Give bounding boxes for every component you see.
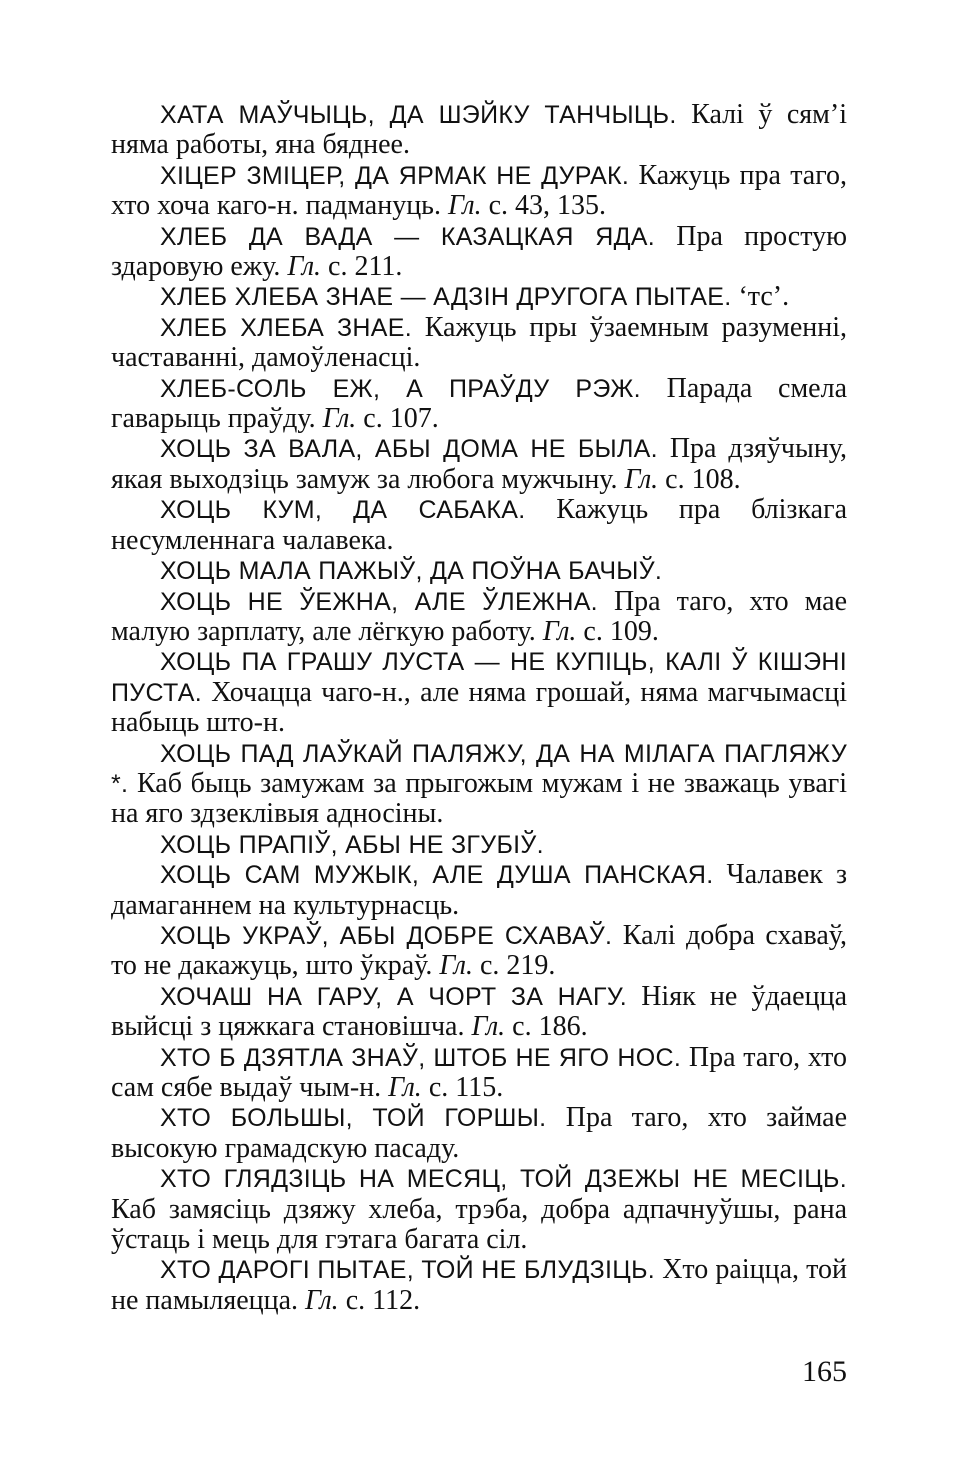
proverb-headword: ХОЦЬ КУМ, ДА САБАКА. <box>160 496 526 525</box>
proverb-headword: ХОЧАШ НА ГАРУ, А ЧОРТ ЗА НАГУ. <box>160 982 627 1011</box>
proverb-explanation: Пра дзяўчыну, якая выходзіць замуж за любога мужчыну. <box>111 433 847 495</box>
proverb-headword: ХТО Б ДЗЯТЛА ЗНАЎ, ШТОБ НЕ ЯГО НОС. <box>160 1043 682 1072</box>
page-reference: с. 219. <box>479 950 556 982</box>
proverb-entry <box>111 434 847 495</box>
page-reference: с. 108. <box>665 463 741 495</box>
proverb-headword: ХТО ГЛЯДЗІЦЬ НА МЕСЯЦ, ТОЙ ДЗЕЖЫ НЕ МЕСІЦЬ. <box>160 1165 847 1194</box>
source-abbrev: Гл. <box>471 1011 506 1043</box>
proverb-entry <box>111 100 847 161</box>
proverb-explanation: Чалавек з дамаганнем на культурнасць. <box>111 859 848 921</box>
proverb-explanation: Каб замясіць дзяжу хлеба, трэба, добра адпачнуўшы, рана ўстаць і мець для гэтага багата сіл. <box>111 1193 847 1256</box>
page-reference: с. 211. <box>328 251 403 283</box>
source-abbrev: Гл. <box>287 251 322 283</box>
proverb-headword: ХОЦЬ НЕ ЎЕЖНА, АЛЕ ЎЛЕЖНА. <box>160 587 598 616</box>
proverb-entry <box>111 647 847 738</box>
proverb-explanation: Пра простую здаровую ежу. <box>111 220 848 283</box>
proverb-entry <box>111 860 847 921</box>
proverb-explanation: Пра таго, хто сам сябе выдаў чым-н. <box>111 1041 847 1103</box>
proverb-entry <box>111 495 847 556</box>
proverb-headword: ХОЦЬ ПРАПІЎ, АБЫ НЕ ЗГУБІЎ. <box>160 830 544 859</box>
proverb-headword: ХІЦЕР ЗМІЦЕР, ДА ЯРМАК НЕ ДУРАК. <box>160 161 630 190</box>
proverb-headword: ХТО ДАРОГІ ПЫТАЕ, ТОЙ НЕ БЛУДЗІЦЬ. <box>160 1256 656 1285</box>
proverb-explanation: Хочацца чаго-н., але няма грошай, няма магчымасці набыць што-н. <box>111 676 847 739</box>
proverb-explanation: Ніяк не ўдаецца выйсці з цяжкага становішча. <box>111 980 847 1043</box>
proverb-explanation: ‘тс’. <box>738 281 790 313</box>
proverb-headword: ХОЦЬ ПАД ЛАЎКАЙ ПАЛЯЖУ, ДА НА МІЛАГА ПАГЛЯЖУ *. <box>111 739 847 798</box>
source-abbrev: Гл. <box>624 463 659 495</box>
proverb-entry <box>111 587 847 648</box>
page-reference: с. 43, 135. <box>488 190 607 222</box>
proverb-entry <box>111 1255 847 1316</box>
proverb-entry <box>111 1164 847 1255</box>
source-abbrev: Гл. <box>447 190 482 222</box>
source-abbrev: Гл. <box>305 1284 339 1316</box>
proverb-headword: ХЛЕБ ХЛЕБА ЗНАЕ. <box>160 313 412 342</box>
proverb-explanation: Пра таго, хто мае малую зарплату, але лёгкую работу. <box>111 585 848 647</box>
proverb-entry <box>111 556 847 586</box>
proverb-explanation: Парада смела гаварыць праўду. <box>111 372 847 435</box>
source-abbrev: Гл. <box>322 403 357 435</box>
book-page <box>111 100 847 1400</box>
proverb-headword: ХОЦЬ САМ МУЖЫК, АЛЕ ДУША ПАНСКАЯ. <box>160 861 714 890</box>
proverb-entry <box>111 161 847 222</box>
proverb-headword: ХЛЕБ ХЛЕБА ЗНАЕ — АДЗІН ДРУГОГА ПЫТАЕ. <box>160 283 732 312</box>
page-reference: с. 115. <box>428 1072 504 1103</box>
proverb-headword: ХЛЕБ-СОЛЬ ЕЖ, А ПРАЎДУ РЭЖ. <box>160 374 641 403</box>
proverb-explanation: Калі добра схаваў, то не дакажуць, што ўкраў. <box>111 919 848 982</box>
proverb-entry <box>111 1103 847 1164</box>
proverb-entry <box>111 1043 847 1104</box>
proverb-headword: ХОЦЬ МАЛА ПАЖЫЎ, ДА ПОЎНА БАЧЫЎ. <box>160 557 663 586</box>
page-reference: с. 107. <box>363 403 439 435</box>
page-number: 165 <box>802 1355 847 1388</box>
proverb-explanation: Кажуць пра блізкага несумленнага чалавека. <box>111 494 848 556</box>
proverb-headword: ХАТА МАЎЧЫЦЬ, ДА ШЭЙКУ ТАНЧЫЦЬ. <box>160 101 677 129</box>
proverb-headword: ХОЦЬ ЗА ВАЛА, АБЫ ДОМА НЕ БЫЛА. <box>160 435 658 464</box>
proverb-entry <box>111 830 847 860</box>
proverb-headword: ХЛЕБ ДА ВАДА — КАЗАЦКАЯ ЯДА. <box>160 222 656 251</box>
source-abbrev: Гл. <box>542 615 577 647</box>
proverb-explanation: Пра таго, хто займае высокую грамадскую пасаду. <box>111 1102 848 1164</box>
proverb-entry <box>111 982 847 1043</box>
proverb-explanation: Хто раіцца, той не памыляецца. <box>111 1254 847 1316</box>
page-reference: с. 109. <box>583 615 659 647</box>
proverb-headword: ХТО БОЛЬШЫ, ТОЙ ГОРШЫ. <box>160 1104 547 1133</box>
source-abbrev: Гл. <box>439 950 473 982</box>
proverb-explanation: Калі ў сям’і няма работы, яна бяднее. <box>111 99 848 161</box>
proverb-entry <box>111 739 847 830</box>
proverb-entry <box>111 222 847 283</box>
page-reference: с. 186. <box>512 1011 588 1043</box>
proverb-explanation: Кажуць пра таго, хто хоча каго-н. падмануць. <box>111 159 847 222</box>
proverb-explanation: Каб быць замужам за прыгожым мужам і не зважаць увагі на яго здзеклівыя адносіны. <box>111 767 848 830</box>
proverb-headword: ХОЦЬ ПА ГРАШУ ЛУСТА — НЕ КУПІЦЬ, КАЛІ Ў КІШЭНІ ПУСТА. <box>111 648 847 707</box>
proverb-entry <box>111 282 847 312</box>
page-reference: с. 112. <box>345 1284 421 1316</box>
proverb-list <box>111 100 847 1316</box>
proverb-headword: ХОЦЬ УКРАЎ, АБЫ ДОБРЕ СХАВАЎ. <box>160 921 613 950</box>
proverb-explanation: Кажуць пры ўзаемным разуменні, частаванні, дамоўленасці. <box>111 311 848 374</box>
proverb-entry <box>111 313 847 374</box>
proverb-entry <box>111 921 847 982</box>
source-abbrev: Гл. <box>388 1072 422 1103</box>
proverb-entry <box>111 374 847 435</box>
